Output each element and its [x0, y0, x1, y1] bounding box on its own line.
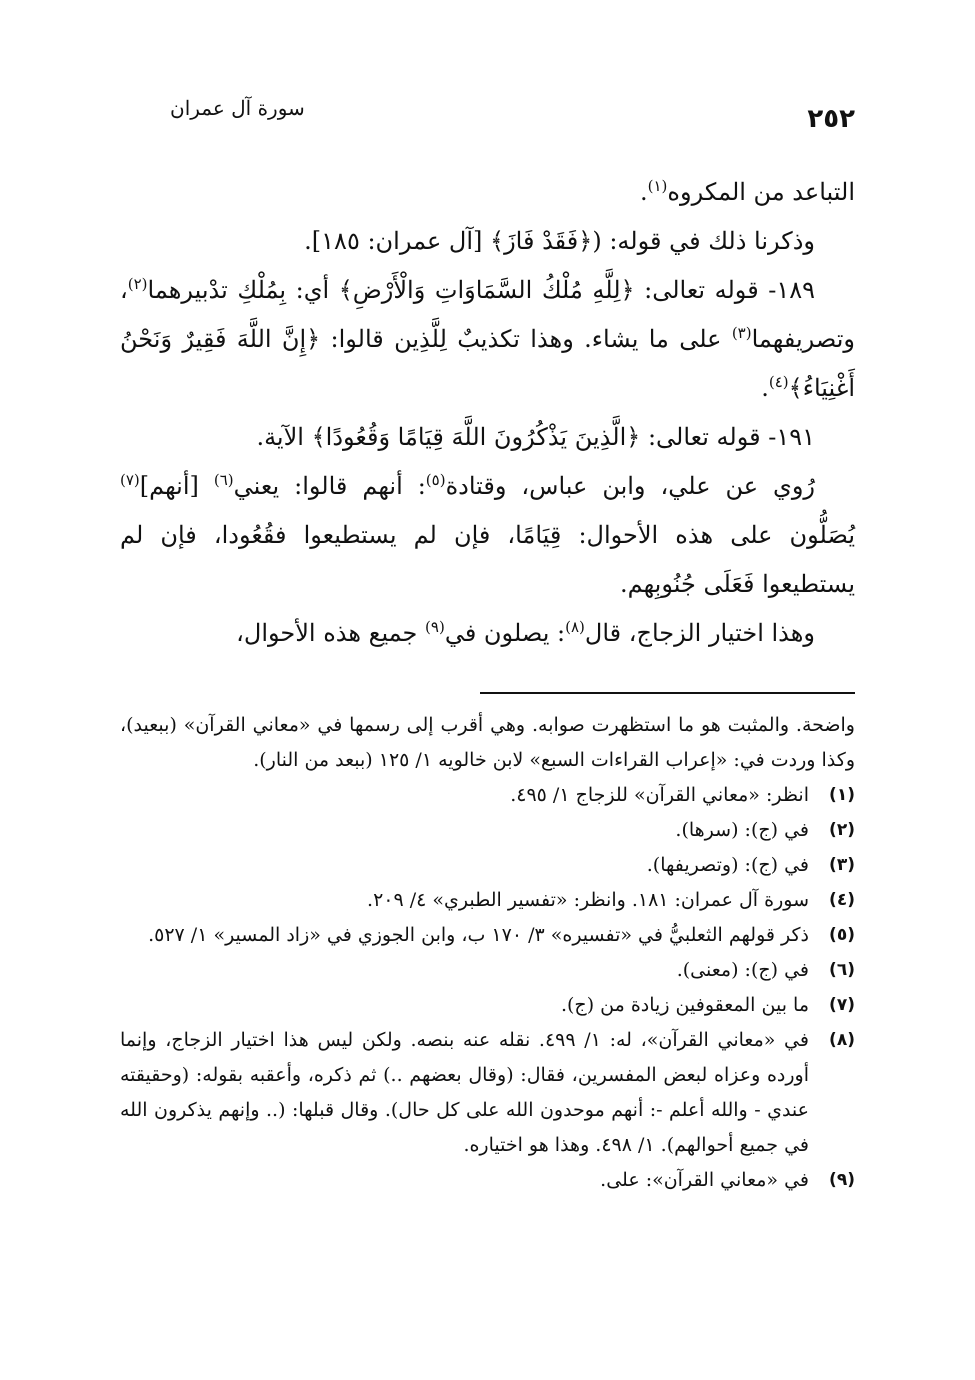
text-run: . — [639, 178, 648, 206]
footnote-item — [120, 988, 855, 1023]
paragraph-6 — [120, 609, 855, 658]
footnote-ref: (٦) — [213, 471, 234, 489]
footnote-number: (٧) — [829, 995, 855, 1015]
footnote-number: (٦) — [829, 960, 855, 980]
footnote-continuation: واضحة. والمثبت هو ما استظهرت صوابه. وهي أقرب إلى رسمها في «معاني القرآن» (ببعيد)، وكذا وردت في: «إعراب القراءات السبع» لابن خالويه ١/ ١٢٥ (ببعد من النار). — [120, 714, 855, 771]
footnote-ref: (٧) — [120, 471, 140, 489]
text-run: [أنهم] — [139, 472, 214, 500]
running-head — [120, 96, 855, 136]
text-run: : يصلون في — [444, 619, 566, 647]
footnote-item — [120, 918, 855, 953]
text-run: يُصَلُّون على هذه الأحوال: قِيَامًا، فإن لم يستطيعوا فقُعُودا، فإن لم يستطيعوا فَعَلَى جُنُوبِهم. — [120, 521, 855, 598]
text-run: : أنهم قالوا: يعني — [233, 472, 426, 500]
footnote-number: (٩) — [829, 1170, 855, 1190]
text-run: التباعد من المكروه — [667, 178, 855, 206]
footnote-number: (١) — [829, 785, 855, 805]
footnote-ref: (١) — [647, 177, 668, 195]
paragraph-1 — [120, 168, 855, 217]
footnote-text: ذكر قولهم الثعلبيُّ في «تفسيره» ٣/ ١٧٠ ب، وابن الجوزي في «زاد المسير» ١/ ٥٢٧. — [148, 924, 809, 946]
text-run: ١٨٩- قوله تعالى: ﴿لِلَّهِ مُلْكُ السَّمَاوَاتِ وَالْأَرْضِ﴾ أي: بِمُلْكِ تدْبيرهما — [147, 276, 815, 304]
paragraph-3 — [120, 266, 855, 413]
footnote-item — [120, 953, 855, 988]
paragraph-4: ١٩١- قوله تعالى: ﴿الَّذِينَ يَذْكُرُونَ اللَّهَ قِيَامًا وَقُعُودًا﴾ الآية. — [256, 423, 815, 451]
footnote-number: (٥) — [829, 925, 855, 945]
paragraph-2: وذكرنا ذلك في قوله: (﴿فَقَدْ فَازَ﴾ [آل عمران: ١٨٥]. — [304, 227, 815, 255]
footnote-item — [120, 1163, 855, 1198]
footnote-item — [120, 848, 855, 883]
paragraph-5 — [120, 462, 855, 609]
footnote-list — [120, 778, 855, 1198]
footnote-text: انظر: «معاني القرآن» للزجاج ١/ ٤٩٥. — [510, 784, 809, 806]
text-run: رُوي عن علي، وابن عباس، وقتادة — [445, 472, 816, 500]
surah-title: سورة آل عمران — [170, 96, 305, 120]
footnote-text: في (ج): (سرها). — [675, 819, 809, 841]
footnote-number: (٢) — [829, 820, 855, 840]
page-number: ٢٥٢ — [807, 104, 855, 134]
footnote-item — [120, 813, 855, 848]
footnote-number: (٣) — [829, 855, 855, 875]
footnote-number: (٨) — [829, 1030, 855, 1050]
footnote-text: في «معاني القرآن»: على. — [600, 1169, 809, 1191]
footnote-item — [120, 883, 855, 918]
footnote-text: سورة آل عمران: ١٨١. وانظر: «تفسير الطبري» ٤/ ٢٠٩. — [367, 889, 809, 911]
footnote-ref: (٥) — [425, 471, 446, 489]
footnote-number: (٤) — [829, 890, 855, 910]
footnote-text: في «معاني القرآن»، له: ١/ ٤٩٩. نقله عنه بنصه. ولكن ليس هذا اختيار الزجاج، وإنما أورده وعزاه لبعض المفسرين، فقال: (وقال بعضهم ..) ثم ذكره، وأعقبه بقوله: (وحقيقته عندي - والله أعلم -: أنهم موحدون الله على كل حال). وقال قبلها: (.. وإنهم يذكرون الله في جميع أحوالهم). ١/ ٤٩٨. وهذا هو اختياره. — [120, 1029, 809, 1156]
footnote-item — [120, 1023, 855, 1163]
footnote-ref: (٤) — [768, 373, 789, 391]
footnote-ref: (٩) — [425, 618, 445, 636]
footnote-text: في (ج): (وتصريفها). — [646, 854, 809, 876]
footnote-text: ما بين المعقوفين زيادة من (ج). — [560, 994, 809, 1016]
footnotes — [120, 708, 855, 1198]
footnote-ref: (٢) — [127, 275, 148, 293]
text-run: . — [761, 374, 769, 402]
footnote-ref: (٨) — [565, 618, 585, 636]
text-run: على ما يشاء. وهذا تكذيبٌ لِلَّذِين قالوا: ﴿إِنَّ اللَّهَ فَقِيرٌ وَنَحْنُ أَغْنِيَاءُ﴾ — [120, 325, 855, 402]
footnote-item — [120, 778, 855, 813]
text-run: جميع هذه الأحوال، — [236, 619, 426, 647]
text-run: وهذا اختيار الزجاج، قال — [584, 619, 815, 647]
footnote-text: في (ج): (معنى). — [676, 959, 809, 981]
text-run: ، وتصريفهما — [120, 276, 855, 353]
footnote-ref: (٣) — [731, 324, 752, 342]
footnote-divider — [480, 692, 855, 694]
main-text — [120, 168, 855, 658]
